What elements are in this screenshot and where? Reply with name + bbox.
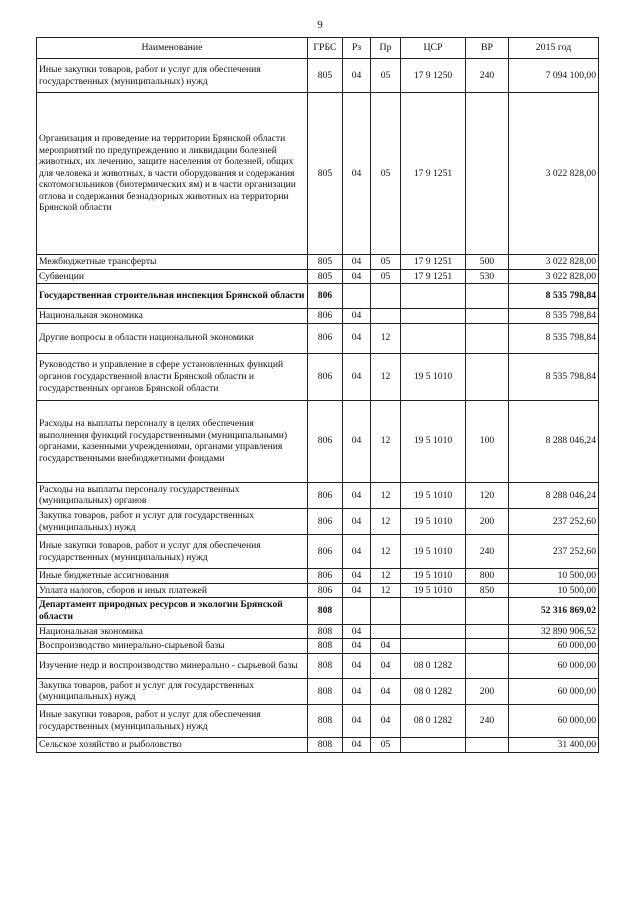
cell-csr	[401, 284, 466, 309]
cell-grbs: 806	[308, 323, 343, 353]
table-row	[37, 653, 599, 678]
cell-sum: 237 252,60	[509, 535, 599, 569]
cell-pr: 04	[371, 678, 401, 704]
cell-sum: 60 000,00	[509, 653, 599, 678]
cell-name: Межбюджетные трансферты	[37, 255, 308, 270]
cell-vr: 240	[466, 535, 509, 569]
cell-vr	[466, 93, 509, 255]
cell-csr: 17 9 1251	[401, 93, 466, 255]
cell-sum: 237 252,60	[509, 508, 599, 534]
cell-csr	[401, 323, 466, 353]
cell-rz	[343, 284, 371, 309]
cell-grbs: 808	[308, 737, 343, 752]
cell-sum: 10 500,00	[509, 583, 599, 598]
cell-pr	[371, 624, 401, 639]
cell-vr: 100	[466, 400, 509, 482]
cell-grbs: 806	[308, 508, 343, 534]
table-row	[37, 583, 599, 598]
cell-vr: 500	[466, 255, 509, 270]
table-row	[37, 624, 599, 639]
cell-pr	[371, 598, 401, 624]
cell-grbs: 805	[308, 255, 343, 270]
cell-name: Иные закупки товаров, работ и услуг для обеспечения государственных (муниципальных) нужд	[37, 704, 308, 737]
cell-sum: 7 094 100,00	[509, 59, 599, 93]
cell-rz: 04	[343, 535, 371, 569]
cell-grbs: 805	[308, 59, 343, 93]
cell-grbs: 806	[308, 353, 343, 400]
cell-vr	[466, 309, 509, 324]
table-row	[37, 59, 599, 93]
table-body	[37, 59, 599, 753]
cell-name: Государственная строительная инспекция Брянской области	[37, 284, 308, 309]
cell-name: Закупка товаров, работ и услуг для государственных (муниципальных) нужд	[37, 508, 308, 534]
table-row	[37, 309, 599, 324]
cell-vr: 120	[466, 482, 509, 508]
cell-sum: 8 535 798,84	[509, 309, 599, 324]
cell-csr: 17 9 1250	[401, 59, 466, 93]
header-rz: Рз	[343, 38, 371, 59]
cell-grbs: 806	[308, 583, 343, 598]
table-row	[37, 255, 599, 270]
cell-name: Расходы на выплаты персоналу в целях обеспечения выполнения функций государственными (муниципальными) органами, казенными учреждениями, органами управления государственными внебюджетными фондами	[37, 400, 308, 482]
cell-vr: 530	[466, 269, 509, 284]
cell-vr: 200	[466, 508, 509, 534]
cell-vr	[466, 639, 509, 654]
cell-name: Сельское хозяйство и рыболовство	[37, 737, 308, 752]
cell-sum: 31 400,00	[509, 737, 599, 752]
cell-sum: 8 535 798,84	[509, 323, 599, 353]
cell-sum: 3 022 828,00	[509, 269, 599, 284]
cell-grbs: 806	[308, 535, 343, 569]
cell-rz: 04	[343, 624, 371, 639]
cell-grbs: 806	[308, 400, 343, 482]
cell-name: Руководство и управление в сфере установленных функций органов государственной власти Брянской области и государственных органов Брянской области	[37, 353, 308, 400]
cell-csr: 19 5 1010	[401, 508, 466, 534]
cell-csr: 08 0 1282	[401, 678, 466, 704]
cell-sum: 3 022 828,00	[509, 255, 599, 270]
cell-rz	[343, 598, 371, 624]
table-row	[37, 323, 599, 353]
header-sum: 2015 год	[509, 38, 599, 59]
cell-sum: 3 022 828,00	[509, 93, 599, 255]
cell-vr	[466, 284, 509, 309]
cell-sum: 8 535 798,84	[509, 284, 599, 309]
cell-pr: 12	[371, 569, 401, 584]
cell-vr: 800	[466, 569, 509, 584]
cell-sum: 60 000,00	[509, 704, 599, 737]
cell-name: Национальная экономика	[37, 309, 308, 324]
cell-rz: 04	[343, 569, 371, 584]
cell-sum: 60 000,00	[509, 639, 599, 654]
cell-name: Иные закупки товаров, работ и услуг для обеспечения государственных (муниципальных) нужд	[37, 535, 308, 569]
header-grbs: ГРБС	[308, 38, 343, 59]
cell-name: Иные бюджетные ассигнования	[37, 569, 308, 584]
table-row	[37, 508, 599, 534]
cell-csr: 19 5 1010	[401, 482, 466, 508]
cell-pr: 12	[371, 482, 401, 508]
cell-grbs: 805	[308, 93, 343, 255]
cell-rz: 04	[343, 59, 371, 93]
table-header-row	[37, 38, 599, 59]
cell-rz: 04	[343, 353, 371, 400]
cell-sum: 8 288 046,24	[509, 482, 599, 508]
cell-csr	[401, 737, 466, 752]
cell-grbs: 808	[308, 678, 343, 704]
cell-csr: 17 9 1251	[401, 255, 466, 270]
cell-grbs: 808	[308, 624, 343, 639]
cell-vr	[466, 353, 509, 400]
cell-name: Другие вопросы в области национальной экономики	[37, 323, 308, 353]
cell-sum: 8 535 798,84	[509, 353, 599, 400]
cell-rz: 04	[343, 678, 371, 704]
cell-name: Субвенции	[37, 269, 308, 284]
cell-csr: 19 5 1010	[401, 353, 466, 400]
header-vr: ВР	[466, 38, 509, 59]
cell-rz: 04	[343, 737, 371, 752]
table-row	[37, 598, 599, 624]
cell-vr: 850	[466, 583, 509, 598]
cell-rz: 04	[343, 482, 371, 508]
cell-sum: 10 500,00	[509, 569, 599, 584]
cell-rz: 04	[343, 323, 371, 353]
cell-csr	[401, 624, 466, 639]
table-row	[37, 678, 599, 704]
cell-name: Иные закупки товаров, работ и услуг для обеспечения государственных (муниципальных) нужд	[37, 59, 308, 93]
table-row	[37, 535, 599, 569]
cell-csr	[401, 598, 466, 624]
cell-pr: 05	[371, 737, 401, 752]
cell-rz: 04	[343, 400, 371, 482]
cell-rz: 04	[343, 508, 371, 534]
cell-rz: 04	[343, 639, 371, 654]
cell-sum: 52 316 869,02	[509, 598, 599, 624]
cell-rz: 04	[343, 583, 371, 598]
table-row	[37, 353, 599, 400]
cell-sum: 32 890 906,52	[509, 624, 599, 639]
table-row	[37, 704, 599, 737]
cell-csr: 19 5 1010	[401, 400, 466, 482]
cell-grbs: 808	[308, 653, 343, 678]
cell-vr: 240	[466, 59, 509, 93]
cell-rz: 04	[343, 93, 371, 255]
cell-grbs: 806	[308, 482, 343, 508]
cell-name: Закупка товаров, работ и услуг для государственных (муниципальных) нужд	[37, 678, 308, 704]
cell-rz: 04	[343, 255, 371, 270]
page-number: 9	[317, 19, 323, 31]
cell-sum: 8 288 046,24	[509, 400, 599, 482]
cell-csr	[401, 639, 466, 654]
cell-pr	[371, 284, 401, 309]
cell-vr	[466, 598, 509, 624]
header-pr: Пр	[371, 38, 401, 59]
cell-pr: 12	[371, 400, 401, 482]
cell-pr: 12	[371, 353, 401, 400]
cell-pr: 05	[371, 269, 401, 284]
cell-csr	[401, 309, 466, 324]
table-row	[37, 737, 599, 752]
cell-vr: 240	[466, 704, 509, 737]
cell-grbs: 806	[308, 284, 343, 309]
cell-pr: 12	[371, 323, 401, 353]
cell-name: Департамент природных ресурсов и экологии Брянской области	[37, 598, 308, 624]
cell-csr: 17 9 1251	[401, 269, 466, 284]
table-row	[37, 482, 599, 508]
cell-name: Организация и проведение на территории Брянской области мероприятий по предупреждению и ликвидации болезней животных, их лечению, защите населения от болезней, общих для человека и животных, в части оборудования и содержания скотомогильников (биотермических ям) и в части организации отлова и содержания безнадзорных животных на территории Брянской области	[37, 93, 308, 255]
cell-vr	[466, 653, 509, 678]
cell-pr: 05	[371, 255, 401, 270]
header-name: Наименование	[37, 38, 308, 59]
header-csr: ЦСР	[401, 38, 466, 59]
cell-csr: 08 0 1282	[401, 704, 466, 737]
cell-name: Воспроизводство минерально-сырьевой базы	[37, 639, 308, 654]
cell-csr: 19 5 1010	[401, 535, 466, 569]
cell-grbs: 808	[308, 598, 343, 624]
cell-csr: 08 0 1282	[401, 653, 466, 678]
cell-grbs: 808	[308, 639, 343, 654]
budget-table	[36, 37, 599, 753]
cell-rz: 04	[343, 309, 371, 324]
cell-name: Уплата налогов, сборов и иных платежей	[37, 583, 308, 598]
cell-csr: 19 5 1010	[401, 569, 466, 584]
cell-vr	[466, 323, 509, 353]
cell-pr: 04	[371, 704, 401, 737]
cell-pr: 12	[371, 583, 401, 598]
cell-rz: 04	[343, 653, 371, 678]
cell-pr: 05	[371, 59, 401, 93]
cell-rz: 04	[343, 269, 371, 284]
table-row	[37, 93, 599, 255]
cell-name: Изучение недр и воспроизводство минерально - сырьевой базы	[37, 653, 308, 678]
cell-sum: 60 000,00	[509, 678, 599, 704]
cell-pr: 04	[371, 639, 401, 654]
cell-grbs: 808	[308, 704, 343, 737]
cell-grbs: 805	[308, 269, 343, 284]
cell-name: Национальная экономика	[37, 624, 308, 639]
cell-pr: 04	[371, 653, 401, 678]
cell-pr: 05	[371, 93, 401, 255]
table-row	[37, 569, 599, 584]
cell-grbs: 806	[308, 309, 343, 324]
cell-vr	[466, 737, 509, 752]
cell-rz: 04	[343, 704, 371, 737]
cell-pr	[371, 309, 401, 324]
table-row	[37, 400, 599, 482]
cell-pr: 12	[371, 508, 401, 534]
cell-grbs: 806	[308, 569, 343, 584]
cell-name: Расходы на выплаты персоналу государственных (муниципальных) органов	[37, 482, 308, 508]
table-row	[37, 284, 599, 309]
cell-csr: 19 5 1010	[401, 583, 466, 598]
table-row	[37, 269, 599, 284]
cell-pr: 12	[371, 535, 401, 569]
cell-vr	[466, 624, 509, 639]
cell-vr: 200	[466, 678, 509, 704]
table-row	[37, 639, 599, 654]
